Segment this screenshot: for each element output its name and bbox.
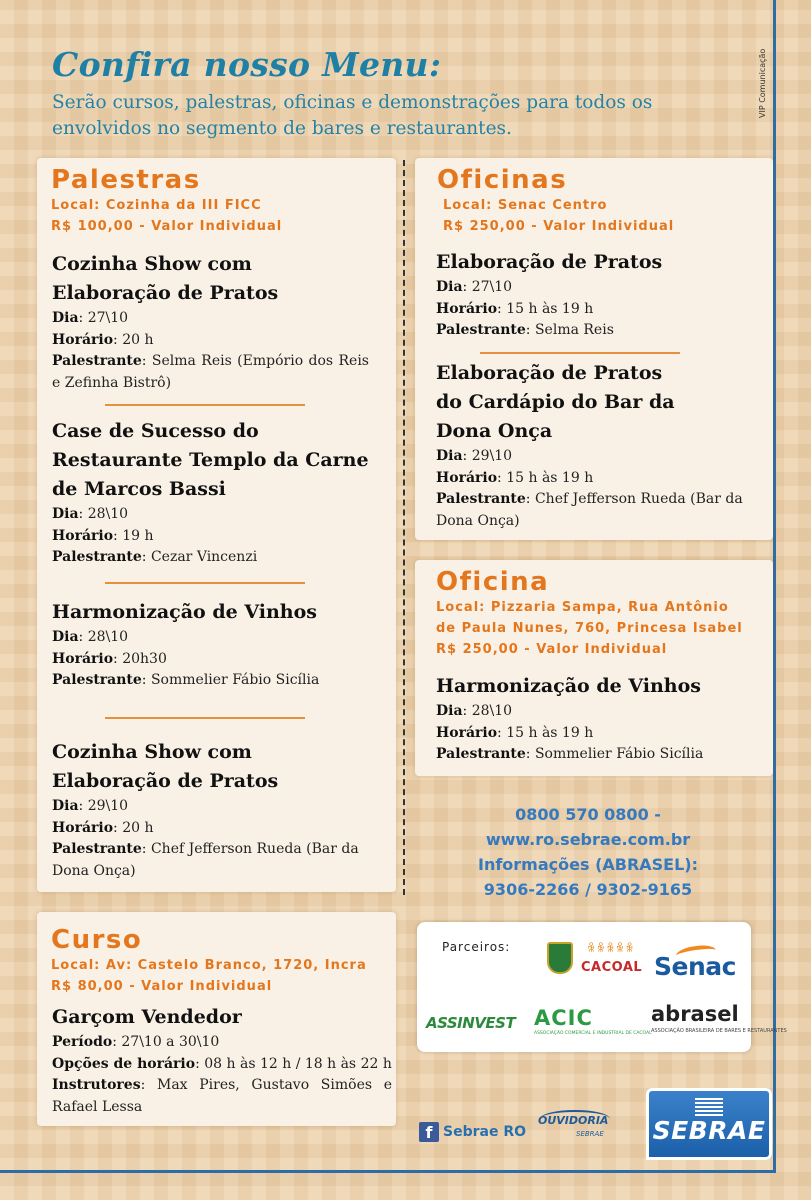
ouvidoria-logo [538, 1110, 618, 1144]
credit-text: VIP Comunicação [758, 48, 767, 118]
item-horario: Horário: 20h30 [52, 650, 167, 667]
item-title-line: Cozinha Show com [52, 253, 252, 275]
item-title-line: de Marcos Bassi [52, 478, 226, 500]
item-dia: Dia: 28\10 [52, 629, 129, 645]
blue-frame-line [773, 0, 776, 1172]
acic-logo [534, 1006, 652, 1038]
cacoal-logo [547, 938, 657, 978]
page-title: Confira nosso Menu: [52, 45, 442, 84]
item-instrutores: Instrutores: Max Pires, Gustavo Simões e Rafael Lessa [52, 1077, 392, 1115]
section-heading: Oficinas [437, 165, 568, 195]
item-palestrante: Palestrante: Chef Jefferson Rueda (Bar da Dona Onça) [52, 841, 359, 879]
section-location: Local: Senac Centro [443, 198, 608, 213]
section-heading: Curso [51, 925, 143, 955]
senac-logo [654, 952, 744, 986]
item-palestrante: Palestrante: Selma Reis (Empório dos Reis e Zefinha Bistrô) [52, 353, 369, 391]
facebook-label: Sebrae RO [443, 1124, 527, 1140]
item-palestrante: Palestrante: Chef Jefferson Rueda (Bar da Dona Onça) [436, 491, 743, 529]
item-title-line: Cozinha Show com [52, 741, 252, 763]
blue-frame-line [0, 1170, 776, 1173]
abrasel-logo-text: abrasel [651, 1002, 739, 1026]
item-separator [105, 582, 305, 584]
item-dia: Dia: 27\10 [436, 279, 513, 295]
section-location: de Paula Nunes, 760, Princesa Isabel [436, 621, 743, 636]
item-title-line: Elaboração de Pratos [436, 362, 663, 384]
facebook-link[interactable] [419, 1122, 526, 1142]
item-periodo: Período: 27\10 a 30\10 [52, 1034, 220, 1050]
item-palestrante: Palestrante: Cezar Vincenzi [52, 549, 258, 565]
palestras-header [51, 165, 282, 237]
oficina-item [436, 672, 761, 766]
section-heading: Oficina [436, 567, 550, 597]
palestra-item [52, 417, 369, 569]
item-horario: Horário: 15 h às 19 h [436, 300, 594, 317]
item-dia: Dia: 29\10 [436, 448, 513, 464]
ouvidoria-text: OUVIDORIA [538, 1114, 609, 1127]
contact-phones: 9306-2266 / 9302-9165 [483, 880, 693, 899]
item-horario: Horário: 15 h às 19 h [436, 469, 594, 486]
item-title-line: Restaurante Templo da Carne [52, 449, 369, 471]
ouvidoria-subtext: SEBRAE [576, 1130, 604, 1138]
section-price: R$ 250,00 - Valor Individual [436, 642, 668, 657]
item-title-line: Elaboração de Pratos [52, 282, 279, 304]
section-price: R$ 250,00 - Valor Individual [443, 219, 675, 234]
column-divider [403, 160, 405, 895]
section-location: Local: Pizzaria Sampa, Rua Antônio [436, 600, 729, 615]
palestras-card [37, 158, 396, 892]
item-title: Harmonização de Vinhos [436, 675, 701, 697]
item-title-line: Case de Sucesso do [52, 420, 259, 442]
item-title-line: Elaboração de Pratos [436, 251, 663, 273]
item-separator [105, 404, 305, 406]
section-location: Local: Av: Castelo Branco, 1720, Incra [51, 958, 367, 973]
oficina-header [436, 567, 743, 660]
oficina-item [436, 248, 761, 342]
page-subtitle: Serão cursos, palestras, oficinas e demonstrações para todos os envolvidos no segmento de bares e restaurantes. [52, 92, 653, 139]
palestra-item [52, 738, 369, 882]
item-separator [105, 717, 305, 719]
section-price: R$ 100,00 - Valor Individual [51, 219, 283, 234]
curso-item [52, 1003, 392, 1118]
sebrae-logo [646, 1088, 772, 1160]
partners-label: Parceiros: [442, 940, 511, 954]
item-palestrante: Palestrante: Sommelier Fábio Sicília [436, 746, 704, 762]
oficinas-card [415, 158, 773, 540]
contact-phone-site[interactable]: 0800 570 0800 - www.ro.sebrae.com.br [485, 805, 691, 849]
item-dia: Dia: 28\10 [436, 703, 513, 719]
oficina-card [415, 560, 773, 776]
palestra-item [52, 598, 369, 692]
item-title: Garçom Vendedor [52, 1006, 242, 1028]
abrasel-logo-subtext: ASSOCIAÇÃO BRASILEIRA DE BARES E RESTAURANTES [651, 1028, 787, 1034]
sebrae-bars-icon [695, 1098, 723, 1116]
acic-logo-subtext: ASSOCIAÇÃO COMERCIAL E INDUSTRIAL DE CACOAL [534, 1031, 652, 1036]
sebrae-logo-text: SEBRAE [652, 1116, 766, 1145]
palestra-item [52, 250, 369, 394]
contact-info [412, 802, 764, 902]
item-palestrante: Palestrante: Sommelier Fábio Sicília [52, 672, 320, 688]
item-opcoes-horario: Opções de horário: 08 h às 12 h / 18 h às 22 h [52, 1055, 392, 1072]
item-title-line: do Cardápio do Bar da [436, 391, 675, 413]
item-dia: Dia: 28\10 [52, 506, 129, 522]
oficinas-header [437, 165, 674, 237]
abrasel-logo [651, 1002, 787, 1038]
item-separator [480, 352, 680, 354]
assinvest-logo [426, 1014, 515, 1032]
item-dia: Dia: 27\10 [52, 310, 129, 326]
item-horario: Horário: 19 h [52, 527, 154, 544]
senac-logo-text: Senac [654, 952, 736, 981]
shield-icon [547, 942, 573, 974]
curso-card [37, 912, 396, 1126]
item-title-line: Dona Onça [436, 420, 553, 442]
item-title-line: Harmonização de Vinhos [52, 601, 317, 623]
item-palestrante: Palestrante: Selma Reis [436, 322, 614, 338]
assinvest-logo-text: ASSINVEST [426, 1014, 516, 1032]
section-location: Local: Cozinha da III FICC [51, 198, 262, 213]
people-icon: ꆜꆜꆜꆜꆜ [587, 942, 635, 955]
section-price: R$ 80,00 - Valor Individual [51, 979, 273, 994]
item-horario: Horário: 20 h [52, 331, 154, 348]
acic-logo-text: ACIC [534, 1006, 593, 1030]
item-title-line: Elaboração de Pratos [52, 770, 279, 792]
item-dia: Dia: 29\10 [52, 798, 129, 814]
contact-info-label: Informações (ABRASEL): [477, 855, 699, 874]
item-horario: Horário: 20 h [52, 819, 154, 836]
item-horario: Horário: 15 h às 19 h [436, 724, 594, 741]
cacoal-logo-text: CACOAL [581, 960, 643, 975]
section-heading: Palestras [51, 165, 201, 195]
facebook-icon: f [419, 1122, 439, 1142]
curso-header [51, 925, 367, 997]
partners-box [417, 922, 787, 1052]
oficina-item [436, 359, 761, 532]
